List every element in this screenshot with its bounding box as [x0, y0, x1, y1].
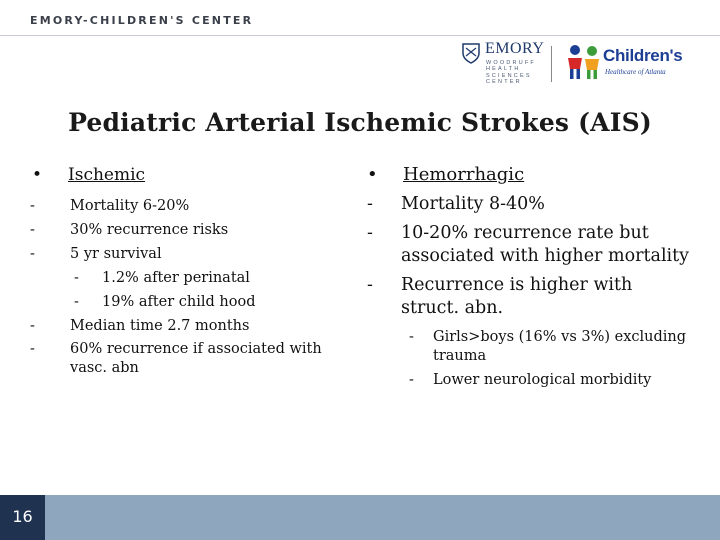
page-number-box [0, 495, 45, 540]
logo-area [455, 40, 705, 92]
hemorrhagic-column [365, 164, 695, 395]
footer-bar [0, 495, 720, 540]
list-item: - 10-20% recurrence rate but associated with higher mortality [367, 223, 690, 266]
page-number: 16 [12, 507, 33, 526]
list-item: - Median time 2.7 months [30, 318, 250, 334]
ischemic-heading: • Ischemic [32, 165, 146, 185]
emory-shield-icon [461, 42, 481, 64]
ischemic-column [30, 164, 330, 378]
bullet-icon: • [32, 165, 43, 185]
sub-list-item: - Lower neurological morbidity [409, 372, 652, 388]
bullet-icon: • [367, 164, 378, 185]
childrens-logo-text: Children's [603, 46, 683, 65]
logo-divider [551, 46, 552, 82]
header-divider [0, 35, 720, 36]
header-org-name: EMORY-CHILDREN'S CENTER [30, 14, 254, 27]
list-item: - Mortality 6-20% [30, 198, 190, 214]
childrens-kids-icon [565, 42, 603, 82]
list-item: - 30% recurrence risks [30, 222, 229, 238]
slide-title: Pediatric Arterial Ischemic Strokes (AIS) [68, 108, 652, 137]
hemorrhagic-heading: • Hemorrhagic [367, 164, 525, 185]
sub-list-item: - 1.2% after perinatal [74, 270, 250, 286]
list-item: - Mortality 8-40% [367, 194, 545, 214]
list-item: - 5 yr survival [30, 246, 162, 262]
childrens-logo-subtitle: Healthcare of Atlanta [605, 68, 666, 76]
sub-list-item: - Girls>boys (16% vs 3%) excluding trauma [409, 329, 687, 364]
emory-logo-text: EMORY [485, 40, 545, 57]
sub-list-item: - 19% after child hood [74, 294, 256, 310]
list-item: - 60% recurrence if associated with vasc. abn [30, 341, 322, 376]
list-item: - Recurrence is higher with struct. abn. [367, 275, 633, 318]
emory-logo-subtitle: WOODRUFF HEALTH SCIENCES CENTER [486, 60, 536, 85]
